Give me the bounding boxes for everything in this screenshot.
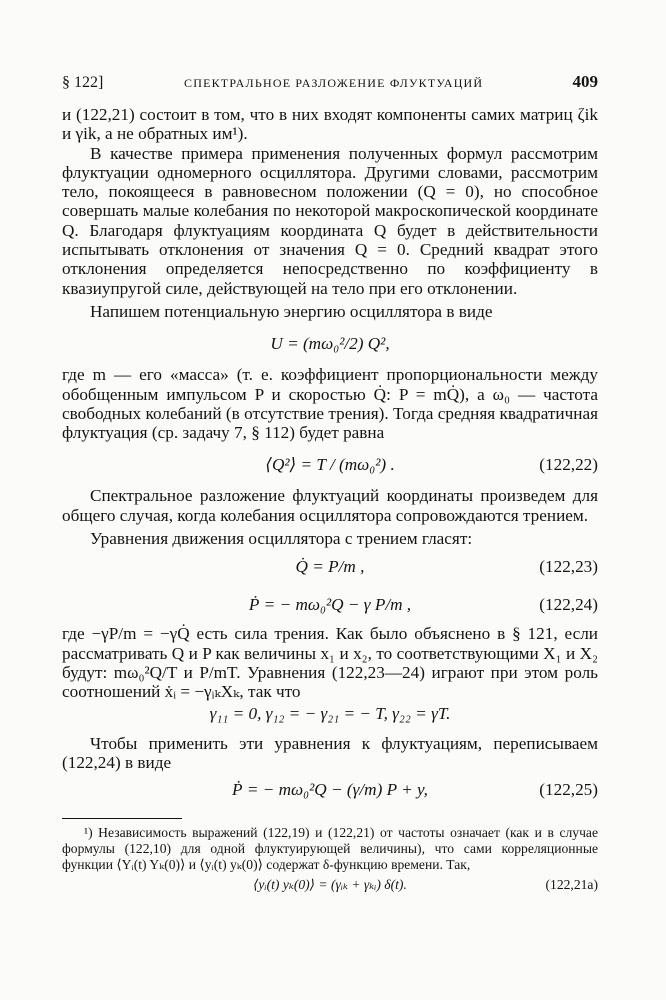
- formula-122-25: [62, 772, 598, 808]
- page-body: [62, 105, 598, 897]
- formula-potential-energy: [62, 321, 598, 365]
- paragraph-7: где −γP/m = −γQ̇ есть сила трения. Как было объяснено в § 121, если рассматривать Q и P как величины x₁ и x₂, то соответствующими X₁ и X₂ будут: mω₀²Q/T и P/mT. Уравнения (122,23—24) играют при этом роль соотношений ẋᵢ = −γᵢₖXₖ, так что: [62, 624, 598, 702]
- paragraph-4: где m — его «масса» (т. е. коэффициент пропорциональности между обобщенным импульсом P и скоростью Q̇: P = mQ̇), а ω₀ — частота свободных колебаний (в отсутствие трения). Тогда средняя квадратичная флуктуация (ср. задачу 7, § 112) будет равна: [62, 365, 598, 443]
- formula-text: U = (mω₀²/2) Q²,: [270, 333, 390, 353]
- page-header: [62, 72, 598, 96]
- footnote-rule: [62, 818, 182, 819]
- formula-text: Ṗ = − mω₀²Q − (γ/m) P + y,: [232, 780, 428, 800]
- equation-number: (122,23): [539, 556, 598, 576]
- formula-122-22: [62, 442, 598, 486]
- footnote-formula: [62, 873, 598, 897]
- paragraph-8: Чтобы применить эти уравнения к флуктуациям, переписываем (122,24) в виде: [62, 733, 598, 772]
- paragraph-2: В качестве примера применения полученных формул рассмотрим флуктуации одномерного осциллятора. Другими словами, рассмотрим тело, покоящееся в равновесном положении (Q = 0), но способное совершать малые колебания по некоторой макроскопической координате Q. Благодаря флуктуациям координата Q будет в действительности испытывать отклонения от значения Q = 0. Средний квадрат этого отклонения определяется непосредственно по коэффициенту в квазиупругой силе, действующей на тело при его отклонении.: [62, 143, 598, 298]
- equation-number: (122,24): [539, 594, 598, 614]
- equation-number: (122,22): [539, 454, 598, 474]
- formula-text: ⟨yᵢ(t) yₖ(0)⟩ = (γᵢₖ + γₖᵢ) δ(t).: [253, 877, 407, 893]
- footnote: [62, 825, 598, 897]
- formula-text: Q̇ = P/m ,: [295, 556, 365, 576]
- section-ref: § 122]: [62, 74, 104, 91]
- equation-number: (122,25): [539, 780, 598, 800]
- footnote-text: ¹) Независимость выражений (122,19) и (122,21) от частоты означает (как и в случае формулы (122,10) для одной флуктуирующей величины), что сами корреляционные функции ⟨Yᵢ(t) Yₖ(0)⟩ и ⟨yᵢ(t) yₖ(0)⟩ содержат δ-функцию времени. Так,: [62, 825, 598, 873]
- formula-text: Ṗ = − mω₀²Q − γ P/m ,: [248, 594, 412, 614]
- formula-text: ⟨Q²⟩ = T / (mω₀²) .: [265, 454, 395, 474]
- paragraph-5: Спектральное разложение флуктуаций координаты произведем для общего случая, когда колебания осциллятора сопровождаются трением.: [62, 486, 598, 525]
- formula-text: γ₁₁ = 0, γ₁₂ = − γ₂₁ = − T, γ₂₂ = γT.: [209, 703, 451, 723]
- formula-gamma-values: [62, 702, 598, 726]
- running-title: СПЕКТРАЛЬНОЕ РАЗЛОЖЕНИЕ ФЛУКТУАЦИЙ: [184, 76, 484, 90]
- paragraph-1: и (122,21) состоит в том, что в них входят компоненты самих матриц ζik и γik, а не обратных им¹).: [62, 105, 598, 144]
- page-number: 409: [572, 72, 598, 91]
- paragraph-3: Напишем потенциальную энергию осциллятора в виде: [90, 301, 493, 321]
- equation-number: (122,21а): [545, 877, 598, 893]
- formula-122-24: [62, 584, 598, 624]
- paragraph-6: Уравнения движения осциллятора с трением гласят:: [90, 529, 473, 549]
- formula-122-23: [62, 548, 598, 584]
